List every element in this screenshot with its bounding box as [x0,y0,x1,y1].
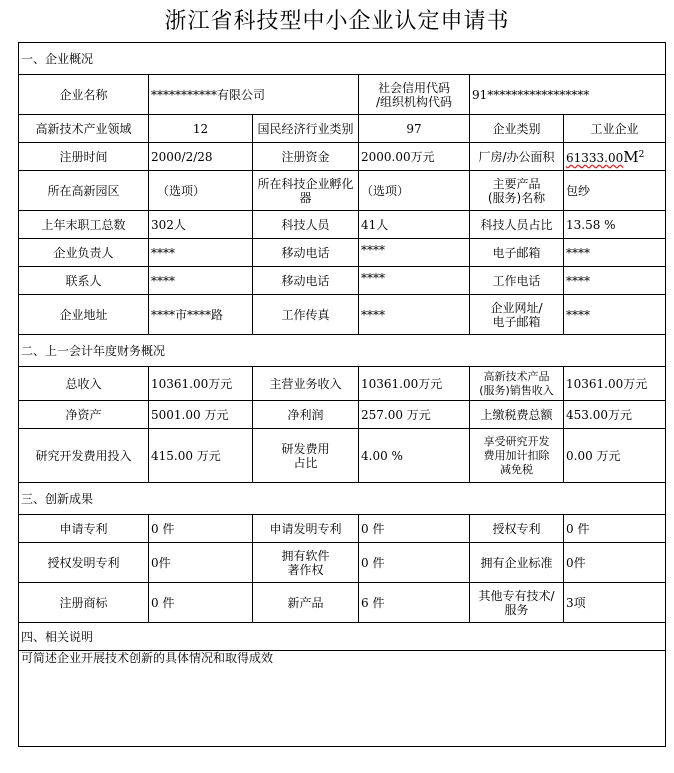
notes-textarea[interactable]: 可简述企业开展技术创新的具体情况和取得成效 [19,651,666,747]
invention-granted-field[interactable]: 0件 [149,543,253,583]
enterprise-standard-field[interactable]: 0件 [564,543,666,583]
address-field[interactable]: ****市****路 [149,295,253,335]
rd-deduction-label: 享受研究开发 费用加计扣除 减免税 [470,429,564,483]
staff-total-label: 上年末职工总数 [19,211,149,239]
software-copyright-field[interactable]: 0 件 [359,543,470,583]
revenue-label: 总收入 [19,367,149,401]
hitech-sales-field[interactable]: 10361.00万元 [564,367,666,401]
industry-label: 国民经济行业类别 [253,115,359,143]
trademark-field[interactable]: 0 件 [149,583,253,623]
credit-code-label: 社会信用代码 /组织机构代码 [359,75,470,115]
address-label: 企业地址 [19,295,149,335]
patent-granted-label: 授权专利 [470,515,564,543]
section-notes-heading: 四、相关说明 [19,623,666,651]
rd-spend-label: 研究开发费用投入 [19,429,149,483]
main-revenue-label: 主营业务收入 [253,367,359,401]
company-type-label: 企业类别 [470,115,564,143]
contact-mobile-label: 移动电话 [253,267,359,295]
contact-field[interactable]: **** [149,267,253,295]
floor-area-label: 厂房/办公面积 [470,143,564,171]
work-phone-field[interactable]: **** [564,267,666,295]
fax-field[interactable]: **** [359,295,470,335]
tax-label: 上缴税费总额 [470,401,564,429]
rd-ratio-label: 研发费用 占比 [253,429,359,483]
website-field[interactable]: **** [564,295,666,335]
main-revenue-field[interactable]: 10361.00万元 [359,367,470,401]
tech-ratio-label: 科技人员占比 [470,211,564,239]
rd-spend-field[interactable]: 415.00 万元 [149,429,253,483]
patent-granted-field[interactable]: 0 件 [564,515,666,543]
email-field[interactable]: **** [564,239,666,267]
hitech-sales-label: 高新技术产品 (服务)销售收入 [470,367,564,401]
new-product-label: 新产品 [253,583,359,623]
company-name-label: 企业名称 [19,75,149,115]
incubator-label: 所在科技企业孵化器 [253,171,359,211]
section-overview-heading: 一、企业概况 [19,43,666,75]
reg-date-label: 注册时间 [19,143,149,171]
staff-total-field[interactable]: 302人 [149,211,253,239]
net-assets-label: 净资产 [19,401,149,429]
credit-code-field[interactable]: 91***************** [470,75,666,115]
revenue-field[interactable]: 10361.00万元 [149,367,253,401]
net-profit-label: 净利润 [253,401,359,429]
mobile-field[interactable]: **** [359,239,470,267]
company-type-field[interactable]: 工业企业 [564,115,666,143]
tech-field-field[interactable]: 12 [149,115,253,143]
floor-area-unit-sup: 2 [638,150,645,160]
incubator-select[interactable]: （选项） [359,171,470,211]
leader-field[interactable]: **** [149,239,253,267]
enterprise-standard-label: 拥有企业标准 [470,543,564,583]
company-name-field[interactable]: ***********有限公司 [149,75,359,115]
tax-field[interactable]: 453.00万元 [564,401,666,429]
tech-ratio-field[interactable]: 13.58 % [564,211,666,239]
patent-apply-label: 申请专利 [19,515,149,543]
reg-capital-field[interactable]: 2000.00万元 [359,143,470,171]
tech-staff-field[interactable]: 41人 [359,211,470,239]
section-innovation-heading: 三、创新成果 [19,483,666,515]
website-label: 企业网址/ 电子邮箱 [470,295,564,335]
hitech-park-select[interactable]: （选项） [149,171,253,211]
tech-staff-label: 科技人员 [253,211,359,239]
other-tech-label: 其他专有技术/ 服务 [470,583,564,623]
page-title: 浙江省科技型中小企业认定申请书 [164,9,510,34]
invention-apply-label: 申请发明专利 [253,515,359,543]
patent-apply-field[interactable]: 0 件 [149,515,253,543]
new-product-field[interactable]: 6 件 [359,583,470,623]
net-assets-field[interactable]: 5001.00 万元 [149,401,253,429]
reg-capital-label: 注册资金 [253,143,359,171]
rd-ratio-field[interactable]: 4.00 % [359,429,470,483]
invention-apply-field[interactable]: 0 件 [359,515,470,543]
mobile-label: 移动电话 [253,239,359,267]
fax-label: 工作传真 [253,295,359,335]
contact-mobile-field[interactable]: **** [359,267,470,295]
software-copyright-label: 拥有软件 著作权 [253,543,359,583]
main-product-label: 主要产品 (服务)名称 [470,171,564,211]
trademark-label: 注册商标 [19,583,149,623]
reg-date-field[interactable]: 2000/2/28 [149,143,253,171]
floor-area-value: 61333.00 [566,151,624,165]
floor-area-unit: M [623,148,639,166]
section-finance-heading: 二、上一会计年度财务概况 [19,335,666,367]
rd-deduction-field[interactable]: 0.00 万元 [564,429,666,483]
email-label: 电子邮箱 [470,239,564,267]
net-profit-field[interactable]: 257.00 万元 [359,401,470,429]
main-product-field[interactable]: 包纱 [564,171,666,211]
floor-area-field[interactable] [564,143,666,171]
work-phone-label: 工作电话 [470,267,564,295]
other-tech-field[interactable]: 3项 [564,583,666,623]
invention-granted-label: 授权发明专利 [19,543,149,583]
application-form [18,42,666,747]
hitech-park-label: 所在高新园区 [19,171,149,211]
leader-label: 企业负责人 [19,239,149,267]
tech-field-label: 高新技术产业领域 [19,115,149,143]
industry-field[interactable]: 97 [359,115,470,143]
contact-label: 联系人 [19,267,149,295]
